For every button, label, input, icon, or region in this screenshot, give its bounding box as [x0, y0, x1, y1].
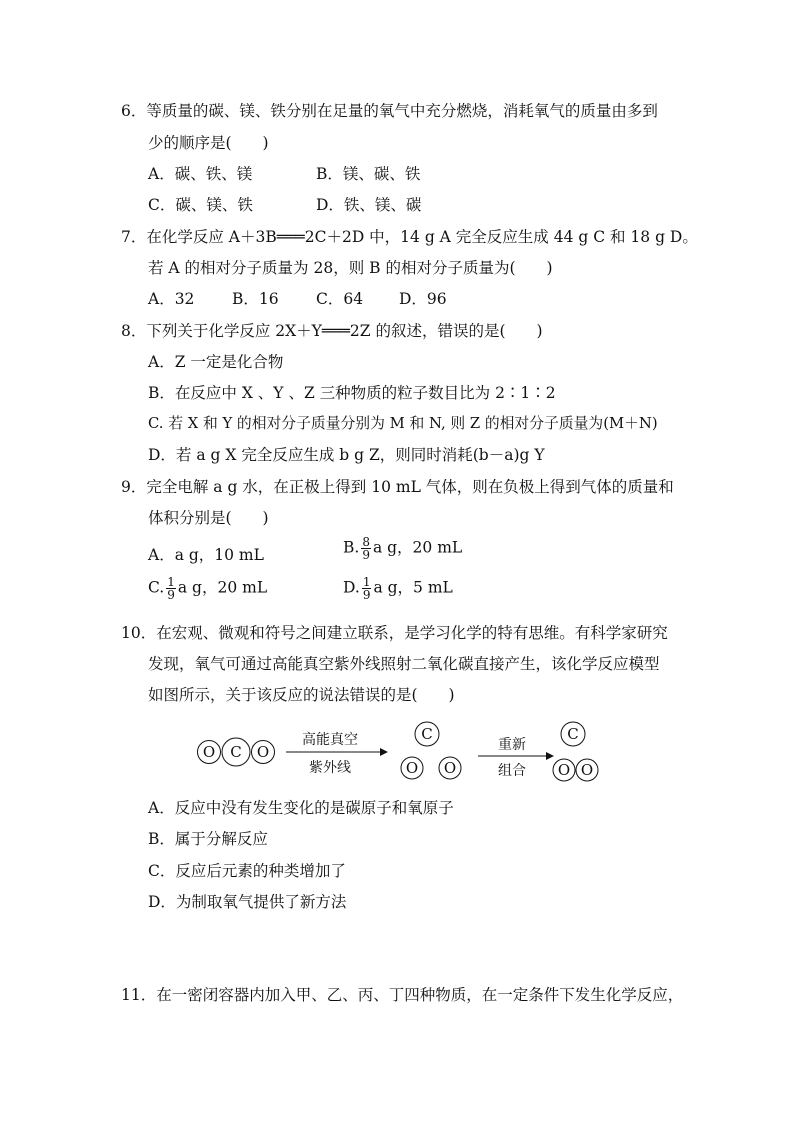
- atom-label-c: C: [567, 725, 579, 743]
- atom-label-o: O: [256, 743, 270, 761]
- q10-stem-line2: 发现，氧气可通过高能真空紫外线照射二氧化碳直接产生，该化学反应模型: [148, 655, 660, 673]
- atom-label-o: O: [202, 743, 216, 761]
- q8-option-a: A．Z 一定是化合物: [148, 353, 284, 371]
- reaction-model-diagram: [190, 718, 620, 790]
- q6-stem-line2: 少的顺序是( ): [148, 134, 269, 152]
- numerator: 1: [167, 575, 175, 589]
- q10-stem-line3: 如图所示，关于该反应的说法错误的是( ): [148, 686, 455, 704]
- atom-label-o: O: [557, 761, 571, 779]
- q7-option-a: A．32: [148, 290, 195, 308]
- q8-option-b: B．在反应中 X 、Y 、Z 三种物质的粒子数目比为 2∶1∶2: [148, 384, 556, 402]
- q10-option-c: C．反应后元素的种类增加了: [148, 862, 346, 880]
- arrowhead-2: [546, 752, 554, 760]
- denominator: 9: [167, 588, 175, 602]
- q9-stem-line2: 体积分别是( ): [148, 509, 269, 527]
- q9-option-d-letter: D.: [343, 578, 360, 597]
- q9-option-c-text: a g，20 mL: [177, 578, 268, 597]
- q9-option-d: [343, 576, 453, 601]
- atom-label-o: O: [580, 761, 594, 779]
- fraction: [362, 576, 372, 601]
- q7-stem-line1: 7．在化学反应 A＋3B═══2C＋2D 中，14 g A 完全反应生成 44 g C 和 18 g D。: [121, 228, 698, 246]
- q7-option-c: C．64: [316, 290, 364, 308]
- atom-label-c: C: [421, 725, 433, 743]
- fraction: [361, 536, 371, 561]
- arrow-2-label-top: 重新: [498, 737, 526, 753]
- atom-label-o: O: [443, 759, 457, 777]
- q10-stem-line1: 10．在宏观、微观和符号之间建立联系，是学习化学的特有思维。有科学家研究: [121, 624, 668, 642]
- arrow-1-label-top: 高能真空: [302, 732, 358, 748]
- q10-option-d: D．为制取氧气提供了新方法: [148, 893, 347, 911]
- denominator: 9: [362, 588, 371, 602]
- q9-option-c: [148, 576, 267, 601]
- q11-stem-line1: 11．在一密闭容器内加入甲、乙、丙、丁四种物质，在一定条件下发生化学反应，: [121, 986, 684, 1004]
- q7-option-b: B．16: [232, 290, 279, 308]
- q8-option-c: C. 若 X 和 Y 的相对分子质量分别为 M 和 N, 则 Z 的相对分子质量为(M＋N): [148, 415, 658, 432]
- q9-option-b-letter: B.: [343, 538, 360, 557]
- denominator: 9: [362, 548, 370, 562]
- q6-option-d: D．铁、镁、碳: [316, 196, 422, 214]
- q10-option-b: B．属于分解反应: [148, 830, 268, 848]
- q6-stem-line1: 6．等质量的碳、镁、铁分别在足量的氧气中充分燃烧，消耗氧气的质量由多到: [121, 102, 658, 120]
- q6-option-a: A．碳、铁、镁: [148, 165, 253, 183]
- q6-option-b: B．镁、碳、铁: [316, 165, 421, 183]
- q9-option-b-text: a g，20 mL: [372, 538, 463, 557]
- atom-label-o: O: [405, 759, 419, 777]
- q6-option-c: C．碳、镁、铁: [148, 196, 253, 214]
- fraction: [166, 576, 176, 601]
- arrowhead-1: [380, 748, 388, 756]
- arrow-2-label-bottom: 组合: [498, 763, 526, 779]
- q7-option-d: D．96: [399, 290, 447, 308]
- q10-option-a: A．反应中没有发生变化的是碳原子和氧原子: [148, 799, 454, 817]
- atom-label-c: C: [230, 743, 242, 761]
- q8-stem-line1: 8．下列关于化学反应 2X＋Y═══2Z 的叙述，错误的是( ): [121, 322, 543, 340]
- arrow-1-label-bottom: 紫外线: [309, 760, 351, 776]
- q7-stem-line2: 若 A 的相对分子质量为 28，则 B 的相对分子质量为( ): [148, 259, 553, 277]
- numerator: 1: [362, 575, 371, 589]
- q9-stem-line1: 9．完全电解 a g 水，在正极上得到 10 mL 气体，则在负极上得到气体的质量和: [121, 478, 674, 496]
- q9-option-b: [343, 536, 462, 561]
- q9-option-d-text: a g，5 mL: [373, 578, 453, 597]
- numerator: 8: [362, 535, 370, 549]
- q9-option-c-letter: C.: [148, 578, 165, 597]
- q8-option-d: D．若 a g X 完全反应生成 b g Z，则同时消耗(b－a)g Y: [148, 446, 545, 464]
- q9-option-a: A．a g，10 mL: [148, 546, 264, 564]
